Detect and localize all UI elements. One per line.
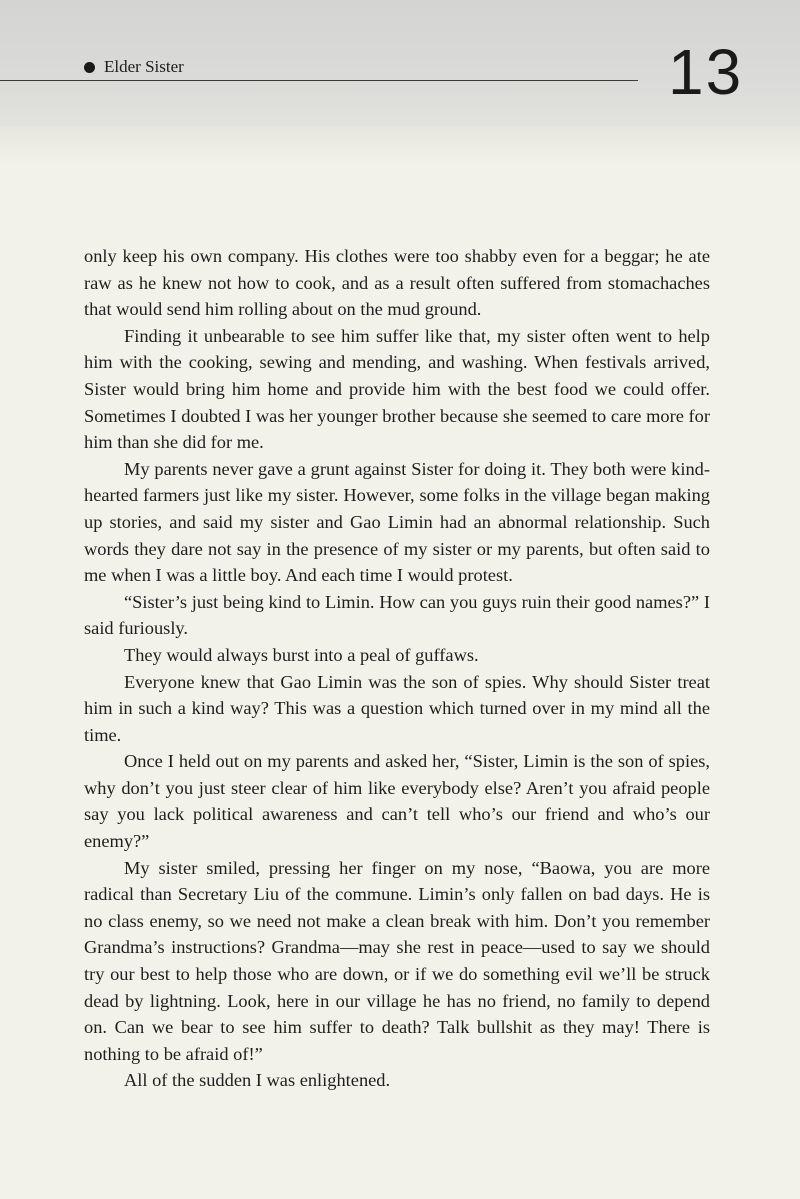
header-rule [0, 80, 638, 81]
page-number: 13 [668, 36, 744, 108]
running-header-title: Elder Sister [104, 57, 184, 76]
bullet-icon [84, 62, 95, 73]
paragraph-4: “Sister’s just being kind to Limin. How can you guys ruin their good names?” I said furiously. [84, 591, 710, 639]
paragraph-6: Everyone knew that Gao Limin was the son of spies. Why should Sister treat him in such a kind way? This was a question which turned over in my mind all the time. [84, 671, 710, 745]
paragraph-8: My sister smiled, pressing her finger on my nose, “Baowa, you are more radical than Secretary Liu of the commune. Limin’s only fallen on bad days. He is no class enemy, so we need not make a clean break with him. Don’t you remember Grandma’s instructions? Grandma—may she rest in peace—used to say we should try our best to help those who are down, or if we do something evil we’ll be struck dead by lightning. Look, here in our village he has no friend, no family to depend on. Can we bear to see him suffer to death? Talk bullshit as they may! There is nothing to be afraid of!” [84, 857, 710, 1064]
paragraph-9: All of the sudden I was enlightened. [124, 1070, 391, 1091]
paragraph-7: Once I held out on my parents and asked her, “Sister, Limin is the son of spies, why don’t you just steer clear of him like everybody else? Aren’t you afraid people say you lack political awareness and can’t tell who’s our friend and who’s our enemy?” [84, 751, 710, 852]
header-fade [0, 126, 800, 166]
paragraph-2: Finding it unbearable to see him suffer like that, my sister often went to help him with the cooking, sewing and mending, and washing. When festivals arrived, Sister would bring him home and provide him with the best food we could offer. Sometimes I doubted I was her younger brother because she seemed to care more for him than she did for me. [84, 325, 710, 453]
paragraph-3: My parents never gave a grunt against Sister for doing it. They both were kind-hearted farmers just like my sister. However, some folks in the village began making up stories, and said my sister and Gao Limin had an abnormal relationship. Such words they dare not say in the presence of my sister or my parents, but often said to me when I was a little boy. And each time I would protest. [84, 458, 710, 586]
paragraph-5: They would always burst into a peal of guffaws. [124, 644, 479, 665]
body-text [84, 243, 710, 1094]
paragraph-1: only keep his own company. His clothes were too shabby even for a beggar; he ate raw as he knew not how to cook, and as a result often suffered from stomachaches that would send him rolling about on the mud ground. [84, 246, 710, 320]
